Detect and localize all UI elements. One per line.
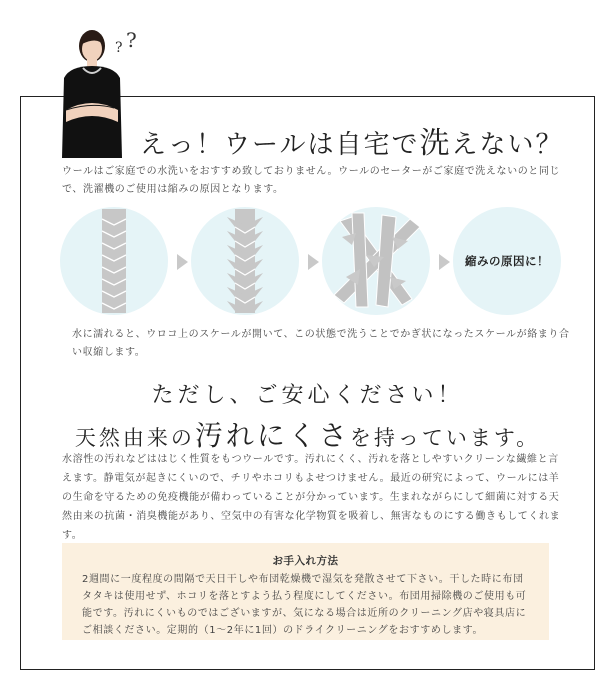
natural-stain-resistance-heading <box>0 414 615 454</box>
fiber-wet-circle <box>191 207 299 315</box>
reassure-heading: ただし、ご安心ください！ <box>151 383 464 408</box>
title-part2: えない？ <box>451 130 564 160</box>
wool-fiber-tangled-icon <box>322 207 430 315</box>
scale-explanation: 水に濡れると、ウロコ上のスケールが開いて、この状態で洗うことでかぎ状になったスケールが絡まり合い収縮します。 <box>72 329 570 358</box>
wool-fiber-scales-open-icon <box>191 207 299 315</box>
shrink-result-circle <box>453 207 561 315</box>
arrow-icon <box>308 254 319 270</box>
fiber-steps <box>60 207 560 322</box>
intro-text: ウールはご家庭での水洗いをおすすめ致しておりません。ウールのセーターがご家庭で洗えないのと同じで、洗濯機のご使用は縮みの原因となります。 <box>62 166 561 195</box>
shrink-cause-label: 縮みの原因に！ <box>465 254 549 268</box>
title-emphasis: 洗 <box>419 126 452 161</box>
question-mark-large: ? <box>126 28 137 52</box>
care-body: 2週間に一度程度の間隔で天日干しや布団乾燥機で湿気を発散させて下さい。干した時に布団タタキは使用せず、ホコリを落とすよう払う程度にしてください。布団用掃除機のご使用も可能です。汚れにくいものではございますが、気になる場合は近所のクリーニング店や寝具店にご相談ください。定期的（1～2年に1回）のドライクリーニングをおすすめします。 <box>82 574 527 636</box>
care-instructions-box <box>62 543 549 640</box>
fiber-tangled-circle <box>322 207 430 315</box>
fiber-dry-circle <box>60 207 168 315</box>
wool-fiber-icon <box>60 207 168 315</box>
heading-suffix: を持っています。 <box>349 426 541 450</box>
care-title: お手入れ方法 <box>272 555 339 567</box>
question-mark-small: ? <box>115 40 123 56</box>
arrow-icon <box>439 254 450 270</box>
heading-emphasis: 汚れにくさ <box>194 419 350 452</box>
heading-prefix: 天然由来の <box>74 426 195 450</box>
title-part1: えっ！ウールは自宅で <box>140 130 420 160</box>
page-title <box>140 118 580 162</box>
arrow-icon <box>177 254 188 270</box>
thinking-woman-image <box>52 18 134 158</box>
wool-description: 水溶性の汚れなどははじく性質をもつウールです。汚れにくく、汚れを落としやすいクリーンな繊維と言えます。静電気が起きにくいので、チリやホコリもよせつけません。最近の研究によって、ウールには羊の生命を守るための免疫機能が備わっていることが分かっています。生まれながらにして細菌に対する天然由来の抗菌・消臭機能があり、空気中の有害な化学物質を吸着し、無害なものにする働きもしてくれます。 <box>62 454 561 541</box>
